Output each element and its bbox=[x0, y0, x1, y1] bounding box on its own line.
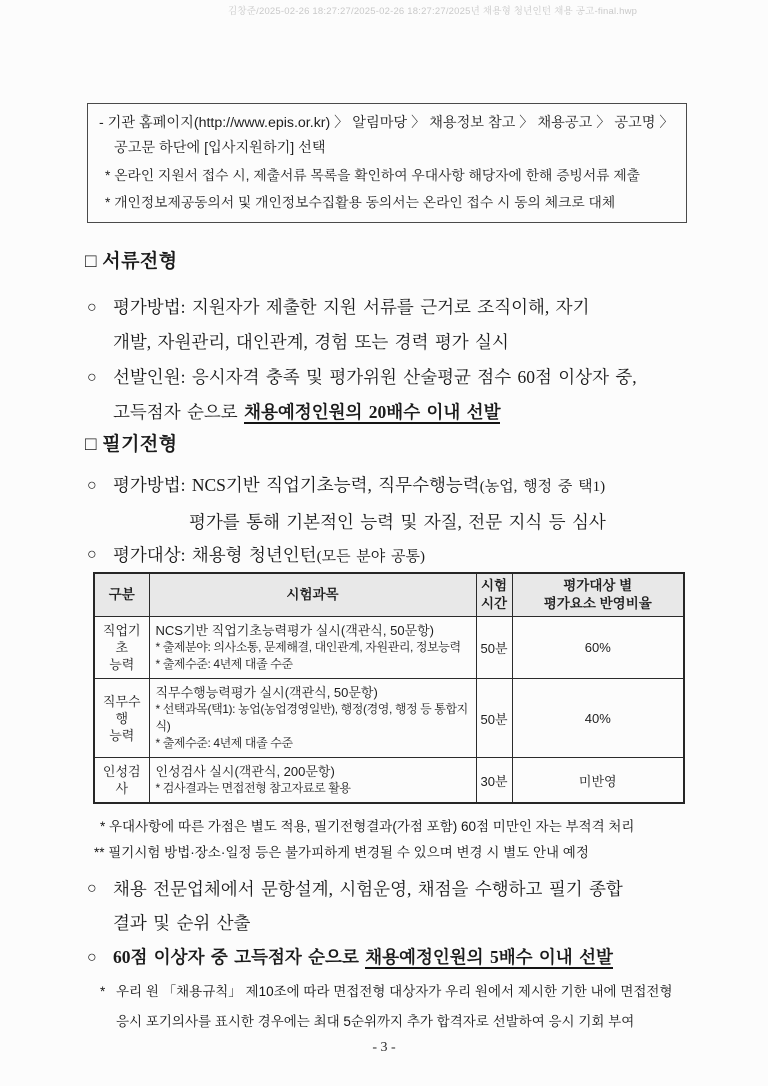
written-selection-line bbox=[113, 940, 703, 975]
page-number: - 3 - bbox=[372, 1040, 396, 1055]
exam-table-header-row bbox=[94, 573, 684, 617]
col-header-category: 구분 bbox=[94, 573, 149, 617]
cell-subject-line3: * 출제수준: 4년제 대졸 수준 bbox=[155, 736, 293, 750]
doc-eval-method-text bbox=[113, 290, 703, 360]
doc-eval-method-line1: 평가방법: 지원자가 제출한 지원 서류를 근거로 조직이해, 자기 bbox=[113, 297, 590, 317]
written-eval-target-main: 평가대상: 채용형 청년인턴 bbox=[113, 545, 317, 565]
footnote-interview-waiver-text bbox=[116, 977, 703, 1037]
file-header-text: 김창준/2025-02-26 18:27:27/2025-02-26 18:27:27/2025년 채용형 청년인턴 채용 공고-final.hwp bbox=[228, 6, 638, 17]
written-eval-method-text bbox=[113, 468, 703, 540]
cell-category bbox=[94, 617, 149, 679]
bullet-written-eval-method bbox=[85, 468, 703, 540]
footnote-interview-waiver bbox=[85, 977, 703, 1037]
bullet-written-eval-target bbox=[85, 540, 703, 572]
table-row-personality-test bbox=[94, 758, 684, 804]
written-selection-text bbox=[113, 940, 703, 975]
cell-category bbox=[94, 679, 149, 758]
cell-subject-line2: * 선택과목(택1): 농업(농업경영일반), 행정(경영, 행정 등 통합지식) bbox=[155, 702, 468, 733]
exam-agency-line2: 결과 및 순위 산출 bbox=[113, 913, 251, 933]
heading-written-exam: □ 필기전형 bbox=[85, 434, 178, 455]
written-eval-method-line2: 평가를 통해 기본적인 능력 및 자질, 전문 지식 등 심사 bbox=[189, 512, 606, 532]
written-eval-method-main: 평가방법: NCS기반 직업기초능력, 직무수행능력 bbox=[113, 475, 480, 495]
circle-bullet-icon: ○ bbox=[87, 880, 97, 897]
info-box-path-line2: 공고문 하단에 [입사지원하기] 선택 bbox=[114, 140, 326, 156]
cell-category-line1: 직무수행 bbox=[102, 693, 141, 726]
document-body bbox=[85, 245, 703, 1037]
asterisk-marker: * bbox=[100, 984, 106, 999]
circle-bullet-icon: ○ bbox=[87, 369, 97, 386]
cell-subject bbox=[149, 679, 476, 758]
doc-eval-method-line2: 개발, 자원관리, 대인관계, 경험 또는 경력 평가 실시 bbox=[113, 332, 509, 352]
cell-subject bbox=[149, 617, 476, 679]
bullet-doc-selection bbox=[85, 360, 703, 430]
heading-document-screening: □ 서류전형 bbox=[85, 251, 178, 272]
cell-time: 30분 bbox=[476, 758, 512, 804]
doc-selection-text bbox=[113, 360, 703, 430]
circle-bullet-icon: ○ bbox=[87, 546, 97, 563]
footnote-interview-line1: 우리 원 「채용규칙」 제10조에 따라 면접전형 대상자가 우리 원에서 제시한 기한 내에 면접전형 bbox=[116, 984, 673, 999]
written-eval-method-paren: (농업, 행정 중 택1) bbox=[479, 479, 606, 495]
col-header-ratio-line1: 평가대상 별 bbox=[563, 578, 633, 593]
cell-time: 50분 bbox=[476, 679, 512, 758]
cell-category-line1: 인성검사 bbox=[102, 764, 141, 796]
exam-table bbox=[93, 572, 685, 804]
cell-subject-line1: NCS기반 직업기초능력평가 실시(객관식, 50문항) bbox=[155, 623, 434, 638]
cell-subject-line2: * 출제분야: 의사소통, 문제해결, 대인관계, 자원관리, 정보능력 bbox=[155, 640, 461, 654]
circle-bullet-icon: ○ bbox=[87, 299, 97, 316]
doc-selection-underlined-phrase: 채용예정인원의 20배수 이내 선발 bbox=[244, 402, 501, 422]
col-header-time-line1: 시험 bbox=[480, 578, 508, 593]
written-eval-target-text bbox=[113, 540, 703, 572]
col-header-time-line2: 시간 bbox=[480, 596, 508, 611]
written-eval-method-line1 bbox=[113, 468, 703, 505]
written-eval-target-paren: (모든 분야 공통) bbox=[316, 549, 426, 565]
footnote-interview-line2: 응시 포기의사를 표시한 경우에는 최대 5순위까지 추가 합격자로 선발하여 응시 기회 부여 bbox=[116, 1014, 635, 1029]
doc-selection-line1: 선발인원: 응시자격 충족 및 평가위원 산술평균 점수 60점 이상자 중, bbox=[113, 367, 637, 387]
doc-selection-line2 bbox=[113, 395, 703, 430]
circle-bullet-icon: ○ bbox=[87, 477, 97, 494]
cell-subject-line2: * 검사결과는 면접전형 참고자료로 활용 bbox=[155, 781, 351, 795]
cell-subject-line3: * 출제수준: 4년제 대졸 수준 bbox=[155, 657, 293, 671]
col-header-ratio bbox=[512, 573, 684, 617]
info-box-note-privacy: * 개인정보제공동의서 및 개인정보수집활용 동의서는 온라인 접수 시 동의 체크로 대체 bbox=[105, 195, 616, 210]
application-info-box bbox=[87, 103, 687, 223]
info-box-path-line1: - 기관 홈페이지(http://www.epis.or.kr) 〉 알림마당 〉 채용정보 참고 〉 채용공고 〉 공고명 〉 bbox=[99, 115, 674, 131]
bullet-doc-eval-method bbox=[85, 290, 703, 360]
table-row-vocational-basics bbox=[94, 617, 684, 679]
cell-category-line2: 능력 bbox=[109, 727, 135, 743]
col-header-ratio-line2: 평가요소 반영비율 bbox=[543, 596, 652, 611]
cell-ratio: 미반영 bbox=[512, 758, 684, 804]
cell-subject bbox=[149, 758, 476, 804]
col-header-time bbox=[476, 573, 512, 617]
written-selection-prefix: 60점 이상자 중 고득점자 순으로 bbox=[113, 947, 366, 967]
table-row-job-performance bbox=[94, 679, 684, 758]
footnote-bonus-points: * 우대사항에 따른 가점은 별도 적용, 필기전형결과(가점 포함) 60점 미만인 자는 부적격 처리 bbox=[100, 819, 635, 834]
cell-subject-line1: 직무수행능력평가 실시(객관식, 50문항) bbox=[155, 685, 378, 700]
cell-category-line2: 능력 bbox=[109, 657, 135, 672]
written-selection-underlined-phrase: 채용예정인원의 5배수 이내 선발 bbox=[365, 947, 613, 967]
circle-bullet-icon: ○ bbox=[87, 949, 97, 966]
exam-agency-line1: 채용 전문업체에서 문항설계, 시험운영, 채점을 수행하고 필기 종합 bbox=[113, 879, 623, 899]
cell-category-line1: 직업기초 bbox=[102, 623, 141, 655]
col-header-subject: 시험과목 bbox=[149, 573, 476, 617]
bullet-written-selection bbox=[85, 940, 703, 975]
exam-agency-text bbox=[113, 872, 703, 940]
cell-subject-line1: 인성검사 실시(객관식, 200문항) bbox=[155, 764, 335, 779]
cell-category bbox=[94, 758, 149, 804]
doc-selection-line2-prefix: 고득점자 순으로 bbox=[113, 402, 245, 422]
written-eval-target-line bbox=[113, 540, 703, 572]
footnote-schedule-change: ** 필기시험 방법·장소·일정 등은 불가피하게 변경될 수 있으며 변경 시 별도 안내 예정 bbox=[94, 845, 589, 860]
cell-ratio: 40% bbox=[512, 679, 684, 758]
cell-ratio: 60% bbox=[512, 617, 684, 679]
bullet-exam-agency bbox=[85, 872, 703, 940]
info-box-note-documents: * 온라인 지원서 접수 시, 제출서류 목록을 확인하여 우대사항 해당자에 한해 증빙서류 제출 bbox=[105, 168, 640, 183]
cell-time: 50분 bbox=[476, 617, 512, 679]
